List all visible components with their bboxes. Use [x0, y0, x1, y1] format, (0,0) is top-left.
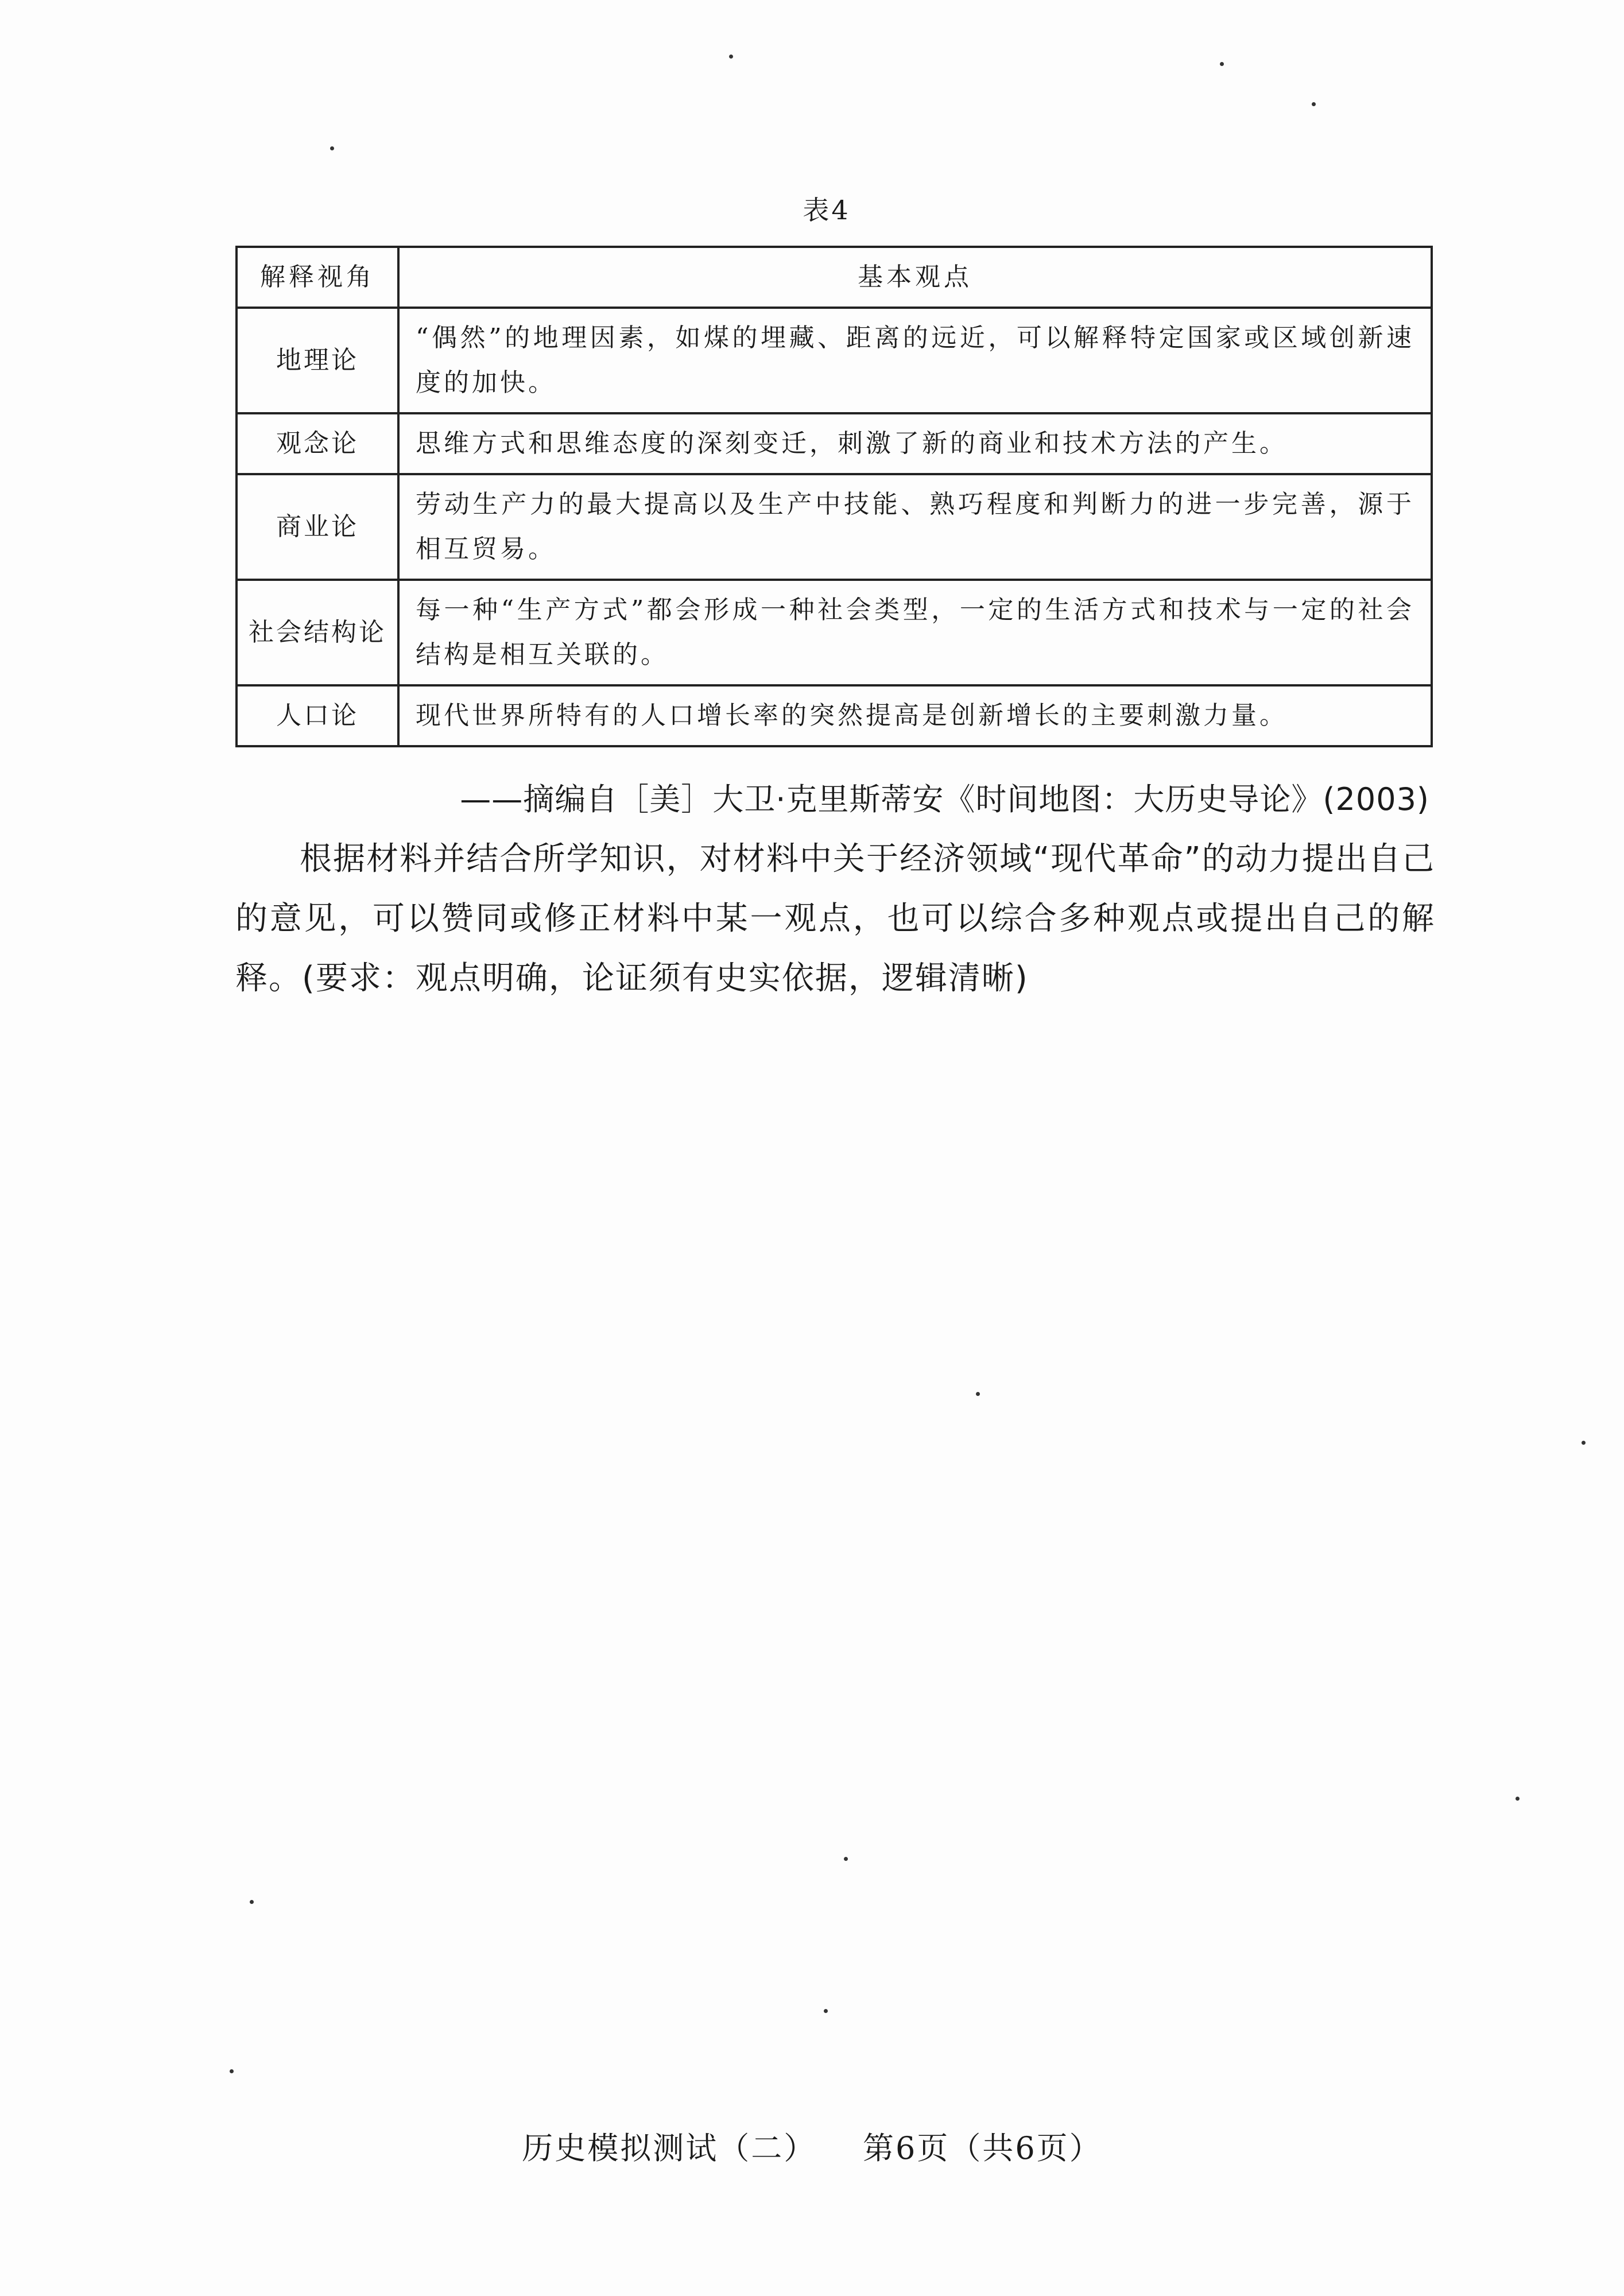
- scan-speck: [976, 1392, 980, 1396]
- material-table: [235, 246, 1433, 747]
- row-view: 劳动生产力的最大提高以及生产中技能、熟巧程度和判断力的进一步完善，源于相互贸易。: [398, 474, 1432, 580]
- row-lens: 社会结构论: [237, 580, 398, 685]
- table-row: [237, 685, 1432, 746]
- row-lens: 商业论: [237, 474, 398, 580]
- scan-speck: [1312, 102, 1316, 106]
- footer-page-number: 第6页（共6页）: [862, 2130, 1102, 2166]
- row-view: “偶然”的地理因素，如煤的埋藏、距离的远近，可以解释特定国家或区域创新速度的加快。: [398, 308, 1432, 413]
- scan-speck: [729, 55, 733, 59]
- row-lens: 人口论: [237, 685, 398, 746]
- scan-speck: [1582, 1441, 1586, 1445]
- row-lens: 地理论: [237, 308, 398, 413]
- scan-speck: [330, 146, 334, 150]
- scan-speck: [1516, 1797, 1520, 1801]
- scan-speck: [230, 2069, 234, 2073]
- scan-speck: [1220, 62, 1224, 66]
- row-view: 思维方式和思维态度的深刻变迁，刺激了新的商业和技术方法的产生。: [398, 413, 1432, 474]
- table-row: [237, 474, 1432, 580]
- scan-speck: [844, 1857, 848, 1861]
- row-view: 每一种“生产方式”都会形成一种社会类型，一定的生活方式和技术与一定的社会结构是相互关联的。: [398, 580, 1432, 685]
- scan-speck: [824, 2009, 828, 2013]
- scan-speck: [250, 1900, 254, 1904]
- table-row: [237, 308, 1432, 413]
- header-lens: 解释视角: [237, 247, 398, 308]
- page-footer: [0, 2124, 1624, 2168]
- table-header-row: [237, 247, 1432, 308]
- header-view: 基本观点: [398, 247, 1432, 308]
- row-lens: 观念论: [237, 413, 398, 474]
- question-prompt: 根据材料并结合所学知识，对材料中关于经济领域“现代革命”的动力提出自己的意见，可以赞同或修正材料中某一观点，也可以综合多种观点或提出自己的解释。(要求：观点明确，论证须有史实依据，逻辑清晰): [235, 840, 1435, 997]
- table-row: [237, 580, 1432, 685]
- source-citation: ——摘编自［美］大卫·克里斯蒂安《时间地图：大历史导论》(2003): [460, 781, 1429, 817]
- row-view: 现代世界所特有的人口增长率的突然提高是创新增长的主要刺激力量。: [398, 685, 1432, 746]
- footer-exam-title: 历史模拟测试（二）: [522, 2130, 817, 2166]
- table-caption: 表4: [803, 195, 851, 226]
- table-row: [237, 413, 1432, 474]
